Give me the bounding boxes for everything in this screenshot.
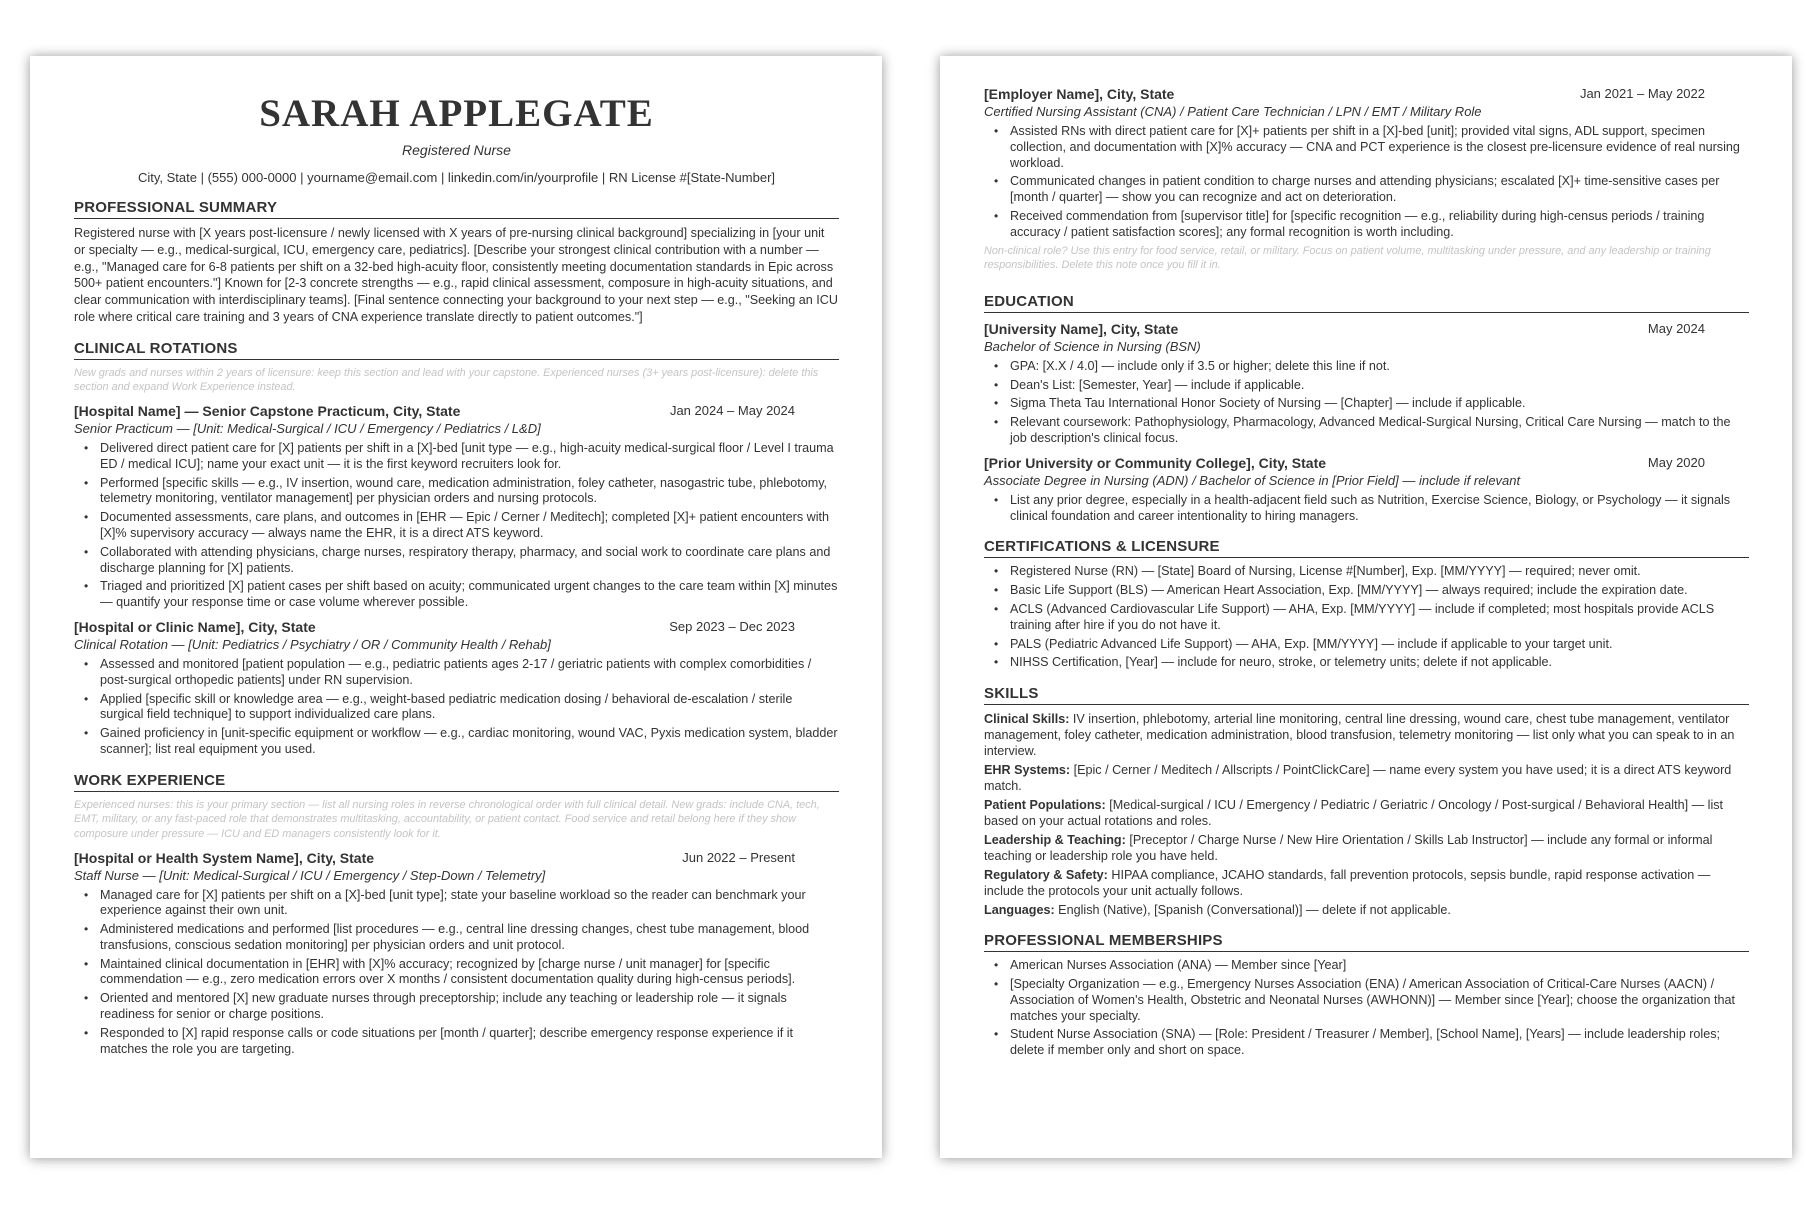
certifications-list — [984, 564, 1749, 671]
bullet-item: • Oriented and mentored [X] new graduate nurses through preceptorship; include any teaching or leadership role — it signals readiness for senior or charge positions. — [100, 991, 839, 1023]
entry-title: [Hospital or Clinic Name], City, State — [74, 618, 316, 635]
entry-title: [Employer Name], City, State — [984, 86, 1175, 102]
bullet-item: • Managed care for [X] patients per shift on a [X]-bed [unit type]; state your baseline workload so the reader can benchmark your experience against their own unit. — [100, 888, 839, 920]
candidate-name: SARAH APPLEGATE — [259, 92, 654, 135]
section-heading-summary: PROFESSIONAL SUMMARY — [74, 199, 839, 219]
entry-header — [74, 403, 839, 419]
bullet-item: • List any prior degree, especially in a health-adjacent field such as Nutrition, Exercise Science, Biology, or Psychology — it signals clinical foundation and career intentionality to hiring managers. — [1010, 493, 1749, 525]
rotations-note: New grads and nurses within 2 years of licensure: keep this section and lead with your capstone. Experienced nurses (3+ years post-licensure): delete this section and expand Work Experience instead. — [74, 366, 819, 394]
entry-date: Jan 2021 – May 2022 — [1579, 86, 1705, 101]
bullet-item: • Sigma Theta Tau International Honor Society of Nursing — [Chapter] — include if applicable. — [1010, 396, 1749, 412]
bullet-list — [984, 124, 1749, 241]
entry-title: [Hospital or Health System Name], City, State — [74, 849, 375, 866]
entry-title: [Prior University or Community College], City, State — [984, 454, 1327, 471]
memberships-list — [984, 958, 1749, 1059]
work-note: Experienced nurses: this is your primary section — list all nursing roles in reverse chronological order with full clinical detail. New grads: include CNA, tech, EMT, military, or any fast-paced role that demonstrates multitasking, accountability, or patient contact. Food service and retail belong here if they show composure under pressure — ICU and ED managers consistently look for it. — [74, 798, 820, 840]
bullet-item: • Collaborated with attending physicians, charge nurses, respiratory therapy, pharmacy, and social work to coordinate care plans and discharge planning for [X] patients. — [100, 545, 839, 577]
entry-header — [984, 86, 1749, 102]
bullet-item: • [Specialty Organization — e.g., Emergency Nurses Association (ENA) / American Association of Critical-Care Nurses (AACN) / Association of Women's Health, Obstetric and Neonatal Nurses (AWHONN)] — Member since [Year]; choose the organization that matches your specialty. — [1010, 977, 1749, 1024]
skill-label: Regulatory & Safety: — [984, 868, 1108, 883]
resume-page-1 — [30, 56, 882, 1158]
skill-text: English (Native), [Spanish (Conversational)] — delete if not applicable. — [1054, 903, 1451, 918]
entry-header — [984, 455, 1749, 471]
bullet-item: • PALS (Pediatric Advanced Life Support) — AHA, Exp. [MM/YYYY] — include if applicable to your target unit. — [1010, 637, 1749, 653]
bullet-list — [984, 359, 1749, 447]
bullet-item: • Communicated changes in patient condition to charge nurses and attending physicians; escalated [X]+ time-sensitive cases per [month / quarter] — show you can recognize and act on deterioration. — [1010, 174, 1749, 206]
entry-role: Senior Practicum — [Unit: Medical-Surgical / ICU / Emergency / Pediatrics / L&D] — [74, 420, 541, 436]
section-heading-memberships: PROFESSIONAL MEMBERSHIPS — [984, 932, 1749, 952]
bullet-list — [74, 888, 839, 1058]
skill-line — [984, 867, 1749, 899]
entry-date: May 2024 — [1647, 320, 1705, 336]
entry-date: May 2020 — [1647, 454, 1705, 470]
skills-list — [984, 711, 1749, 918]
bullet-item: • Gained proficiency in [unit-specific equipment or workflow — e.g., cardiac monitoring, wound VAC, Pyxis medication system, bladder scanner]; list real equipment you used. — [100, 726, 839, 758]
entry-role: Bachelor of Science in Nursing (BSN) — [984, 338, 1201, 354]
candidate-title: Registered Nurse — [402, 142, 511, 158]
entry-date: Sep 2023 – Dec 2023 — [669, 618, 795, 634]
bullet-item: • Performed [specific skills — e.g., IV insertion, wound care, medication administration, foley catheter, nasogastric tube, phlebotomy, telemetry monitoring, ventilator management] per physician orders and nursing protocols. — [100, 476, 839, 508]
skill-label: Leadership & Teaching: — [984, 833, 1126, 848]
bullet-item: • ACLS (Advanced Cardiovascular Life Support) — AHA, Exp. [MM/YYYY] — include if completed; most hospitals provide ACLS training after hire if you do not have it. — [1010, 602, 1749, 634]
bullet-item: • Assisted RNs with direct patient care for [X]+ patients per shift in a [X]-bed [unit]; provided vital signs, ADL support, specimen collection, and documentation with [X]% accuracy — CNA and PCT experience is the closest pre-licensure evidence of real nursing workload. — [1010, 124, 1749, 171]
skill-text: [Preceptor / Charge Nurse / New Hire Orientation / Skills Lab Instructor] — include any formal or informal teaching or leadership role you have held. — [984, 833, 1713, 864]
entry-header — [74, 850, 839, 866]
entry-header — [74, 619, 839, 635]
entry-header — [984, 321, 1749, 337]
entry-date: Jun 2022 – Present — [682, 849, 795, 865]
bullet-item: • Administered medications and performed [list procedures — e.g., central line dressing changes, chest tube management, blood transfusions, conscious sedation monitoring] per physician orders and unit protocol. — [100, 922, 839, 954]
contact-line: City, State | (555) 000-0000 | yourname@email.com | linkedin.com/in/yourprofile | RN License #[State-Number] — [137, 170, 776, 185]
entry-title: [University Name], City, State — [984, 320, 1179, 337]
bullet-item: • NIHSS Certification, [Year] — include for neuro, stroke, or telemetry units; delete if not applicable. — [1010, 655, 1749, 671]
resume-page-2 — [940, 56, 1792, 1158]
skill-label: Patient Populations: — [984, 798, 1106, 813]
bullet-item: • Triaged and prioritized [X] patient cases per shift based on acuity; communicated urgent changes to the care team within [X] minutes — quantify your response time or case volume wherever possible. — [100, 579, 839, 611]
bullet-item: • Assessed and monitored [patient population — e.g., pediatric patients ages 2-17 / geriatric patients with complex comorbidities / post-surgical orthopedic patients] under RN supervision. — [100, 657, 839, 689]
entry-date: Jan 2024 – May 2024 — [669, 402, 795, 418]
bullet-item: • Received commendation from [supervisor title] for [specific recognition — e.g., reliability during high-census periods / training accuracy / patient satisfaction scores]; any formal recognition is worth including. — [1010, 209, 1749, 241]
section-heading-rotations: CLINICAL ROTATIONS — [74, 340, 839, 360]
bullet-item: • Student Nurse Association (SNA) — [Role: President / Treasurer / Member], [School Name], [Years] — include leadership roles; delete if member only and short on space. — [1010, 1027, 1749, 1059]
bullet-item: • Applied [specific skill or knowledge area — e.g., weight-based pediatric medication dosing / behavioral de-escalation / sterile surgical field technique] to support individualized care plans. — [100, 692, 839, 724]
bullet-list — [74, 441, 839, 611]
bullet-list — [984, 493, 1749, 525]
section-heading-certifications: CERTIFICATIONS & LICENSURE — [984, 538, 1749, 558]
bullet-item: • American Nurses Association (ANA) — Member since [Year] — [1010, 958, 1749, 974]
entry-title: [Hospital Name] — Senior Capstone Practicum, City, State — [74, 402, 461, 419]
bullet-item: • Registered Nurse (RN) — [State] Board of Nursing, License #[Number], Exp. [MM/YYYY] — required; never omit. — [1010, 564, 1749, 580]
bullet-item: • Responded to [X] rapid response calls or code situations per [month / quarter]; describe emergency response experience if it matches the role you are targeting. — [100, 1026, 839, 1058]
section-heading-skills: SKILLS — [984, 685, 1749, 705]
skill-line — [984, 832, 1749, 864]
work-continued-note: Non-clinical role? Use this entry for food service, retail, or military. Focus on patient volume, multitasking under pressure, and any leadership or training responsibilities. Delete this note once you fill it in. — [984, 244, 1711, 272]
section-heading-work: WORK EXPERIENCE — [74, 772, 839, 792]
entry-role: Clinical Rotation — [Unit: Pediatrics / Psychiatry / OR / Community Health / Rehab] — [74, 636, 551, 652]
entry-role: Associate Degree in Nursing (ADN) / Bachelor of Science in [Prior Field] — include if relevant — [984, 472, 1521, 488]
skill-text: IV insertion, phlebotomy, arterial line monitoring, central line dressing, wound care, chest tube management, ventilator management, foley catheter, medication administration, blood transfusion, telemetry monitoring — list only what you can speak to in an interview. — [984, 712, 1735, 759]
skill-text: [Epic / Cerner / Meditech / Allscripts / PointClickCare] — name every system you have used; it is a direct ATS keyword match. — [984, 763, 1732, 794]
work-entries — [74, 850, 839, 1058]
education-entries — [984, 321, 1749, 525]
bullet-item: • Maintained clinical documentation in [EHR] with [X]% accuracy; recognized by [charge nurse / unit manager] for [specific commendation — e.g., zero medication errors over X months / consistent documentation quality during high-census periods]. — [100, 957, 839, 989]
entry-role: Staff Nurse — [Unit: Medical-Surgical / ICU / Emergency / Step-Down / Telemetry] — [74, 867, 546, 883]
skill-label: Clinical Skills: — [984, 712, 1070, 727]
bullet-item: • GPA: [X.X / 4.0] — include only if 3.5 or higher; delete this line if not. — [1010, 359, 1749, 375]
entry-role: Certified Nursing Assistant (CNA) / Patient Care Technician / LPN / EMT / Military Role — [984, 104, 1482, 119]
skill-label: Languages: — [984, 903, 1055, 918]
summary-text: Registered nurse with [X years post-licensure / newly licensed with X years of pre-nursing clinical background] specializing in [your unit or specialty — e.g., medical-surgical, ICU, emergency care, pediatrics]. [Describe your strongest clinical contribution with a number — e.g., "Managed care for 6-8 patients per shift on a 32-bed high-acuity floor, consistently meeting documentation standards in Epic across 500+ patient encounters."] Known for [2-3 concrete strengths — e.g., rapid clinical assessment, composure in high-acuity situations, and clear communication with interdisciplinary teams]. [Final sentence connecting your background to your next step — e.g., "Seeking an ICU role where critical care training and 3 years of CNA experience translate directly to patient outcomes."] — [74, 226, 838, 324]
skill-line — [984, 902, 1749, 918]
bullet-item: • Relevant coursework: Pathophysiology, Pharmacology, Advanced Medical-Surgical Nursing, Critical Care Nursing — match to the job description's clinical focus. — [1010, 415, 1749, 447]
skill-line — [984, 797, 1749, 829]
section-heading-education: EDUCATION — [984, 293, 1749, 313]
bullet-item: • Documented assessments, care plans, and outcomes in [EHR — Epic / Cerner / Meditech]; completed [X]+ patient encounters with [X]% supervisory accuracy — always name the EHR, it is a direct ATS keyword. — [100, 510, 839, 542]
bullet-item: • Delivered direct patient care for [X] patients per shift in a [X]-bed [unit type — e.g., high-acuity medical-surgical floor / Level I trauma ED / medical ICU]; name your exact unit — it is the first keyword recruiters look for. — [100, 441, 839, 473]
skill-text: HIPAA compliance, JCAHO standards, fall prevention protocols, sepsis bundle, rapid response activation — include the protocols your unit actually follows. — [984, 868, 1711, 899]
skill-line — [984, 762, 1749, 794]
skill-label: EHR Systems: — [984, 763, 1071, 778]
bullet-item: • Basic Life Support (BLS) — American Heart Association, Exp. [MM/YYYY] — always required; include the expiration date. — [1010, 583, 1749, 599]
bullet-item: • Dean's List: [Semester, Year] — include if applicable. — [1010, 378, 1749, 394]
skill-line — [984, 711, 1749, 759]
bullet-list — [74, 657, 839, 758]
rotations-entries — [74, 403, 839, 758]
skill-text: [Medical-surgical / ICU / Emergency / Pediatric / Geriatric / Oncology / Post-surgical / Behavioral Health] — list based on your actual rotations and roles. — [984, 798, 1724, 829]
